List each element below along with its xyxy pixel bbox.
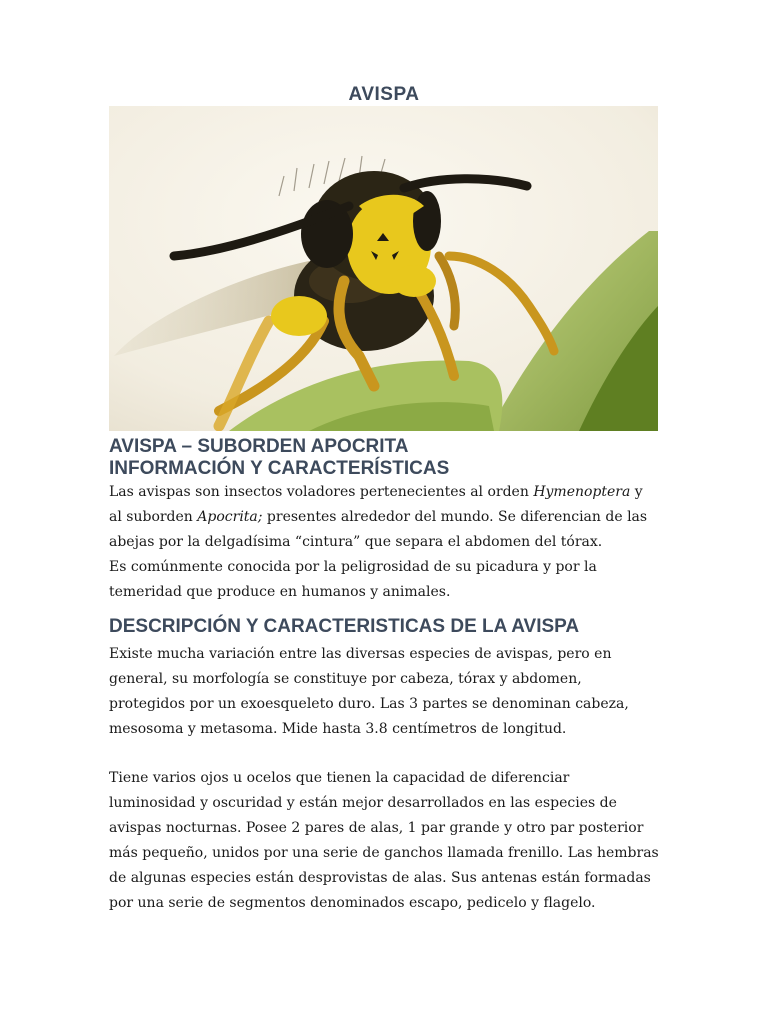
text-run: y al suborden [109,484,643,525]
italic-term-apocrita: Apocrita; [197,509,263,525]
wasp-photo [109,106,658,431]
paragraph-spacer [109,742,659,766]
section-description [109,616,659,916]
article-body [109,436,659,916]
section-heading-2: DESCRIPCIÓN Y CARACTERISTICAS DE LA AVISPA [109,616,580,637]
paragraph-intro [109,480,659,555]
heading-line-2: INFORMACIÓN Y CARACTERÍSTICAS [109,458,450,479]
wasp-illustration [109,106,658,431]
section-heading-1 [109,436,659,480]
text-run: presentes alrededor del mundo. Se diferencian de las abejas por la delgadísima “cintura” que separa el abdomen del tórax. [109,509,648,550]
paragraph-danger: Es comúnmente conocida por la peligrosidad de su picadura y por la temeridad que produce en humanos y animales. [109,559,597,600]
page-title: AVISPA [348,84,420,105]
heading-line-1: AVISPA – SUBORDEN APOCRITA [109,436,409,457]
paragraph-eyes-wings: Tiene varios ojos u ocelos que tienen la capacidad de diferenciar luminosidad y oscuridad y están mejor desarrollados en las especies de avispas nocturnas. Posee 2 pares de alas, 1 par grande y otro par posterior más pequeño, unidos por una serie de ganchos llamada frenillo. Las hembras de algunas especies están desprovistas de alas. Sus antenas están formadas por una serie de segmentos denominados escapo, pedicelo y flagelo. [109,770,659,911]
italic-term-hymenoptera: Hymenoptera [533,484,631,500]
paragraph-morphology: Existe mucha variación entre las diversas especies de avispas, pero en general, su morfología se constituye por cabeza, tórax y abdomen, protegidos por un exoesqueleto duro. Las 3 partes se denominan cabeza, mesosoma y metasoma. Mide hasta 3.8 centímetros de longitud. [109,646,629,737]
text-run: Las avispas son insectos voladores pertenecientes al orden [109,484,534,500]
